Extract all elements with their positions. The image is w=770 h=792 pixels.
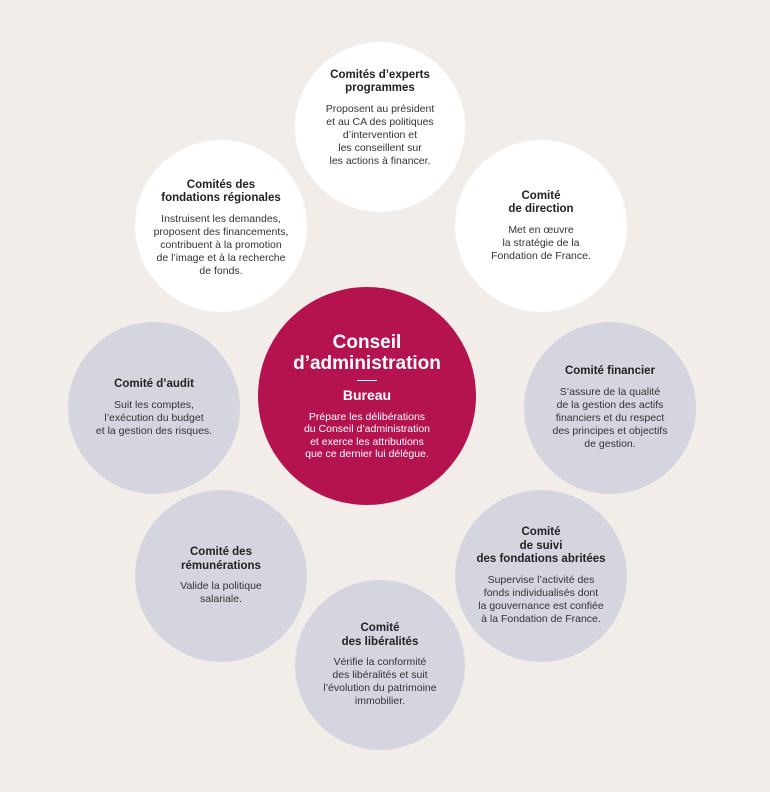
liberalites-description: Vérifie la conformité des libéralités et suit l’évolution du patrimoine immobilier.	[323, 656, 437, 707]
comite-liberalites-circle	[295, 580, 465, 750]
financier-description: S’assure de la qualité de la gestion des actifs financiers et du respect des principes et objectifs de gestion.	[552, 385, 668, 450]
liberalites-title: Comité des libéralités	[341, 622, 419, 648]
comite-suivi-fondations-abritees-circle	[455, 490, 627, 662]
conseil-title: Conseil d’administration	[293, 331, 441, 374]
bureau-subtitle: Bureau	[342, 386, 392, 403]
comite-remunerations-circle	[135, 490, 307, 662]
experts-title: Comités d’experts programmes	[330, 68, 430, 94]
experts-description: Proposent au président et au CA des politiques d’intervention et les conseillent sur les actions à financer.	[325, 102, 435, 167]
comite-financier-circle	[524, 322, 696, 494]
direction-title: Comité de direction	[508, 189, 574, 215]
conseil-administration-circle	[258, 287, 476, 505]
regionales-title: Comités des fondations régionales	[161, 178, 281, 204]
comite-direction-circle	[455, 140, 627, 312]
abritees-title: Comité de suivi des fondations abritées	[476, 526, 606, 566]
audit-title: Comité d’audit	[114, 378, 194, 391]
comites-experts-circle	[295, 42, 465, 212]
audit-description: Suit les comptes, l’exécution du budget et la gestion des risques.	[95, 398, 213, 437]
direction-description: Met en œuvre la stratégie de la Fondation de France.	[491, 223, 591, 262]
abritees-description: Supervise l’activité des fonds individualisés dont la gouvernance est confiée à la Fondation de France.	[478, 573, 604, 625]
comites-fondations-regionales-circle	[135, 140, 307, 312]
financier-title: Comité financier	[564, 365, 656, 378]
remunerations-title: Comité des rémunérations	[181, 546, 261, 572]
conseil-description: Prépare les délibérations du Conseil d’administration et exerce les attributions que ce dernier lui délègue.	[303, 410, 431, 460]
comite-audit-circle	[68, 322, 240, 494]
separator-line	[357, 380, 377, 381]
remunerations-description: Valide la politique salariale.	[180, 580, 262, 605]
regionales-description: Instruisent les demandes, proposent des financements, contribuent à la promotion de l’image et à la recherche de fonds.	[153, 212, 289, 277]
